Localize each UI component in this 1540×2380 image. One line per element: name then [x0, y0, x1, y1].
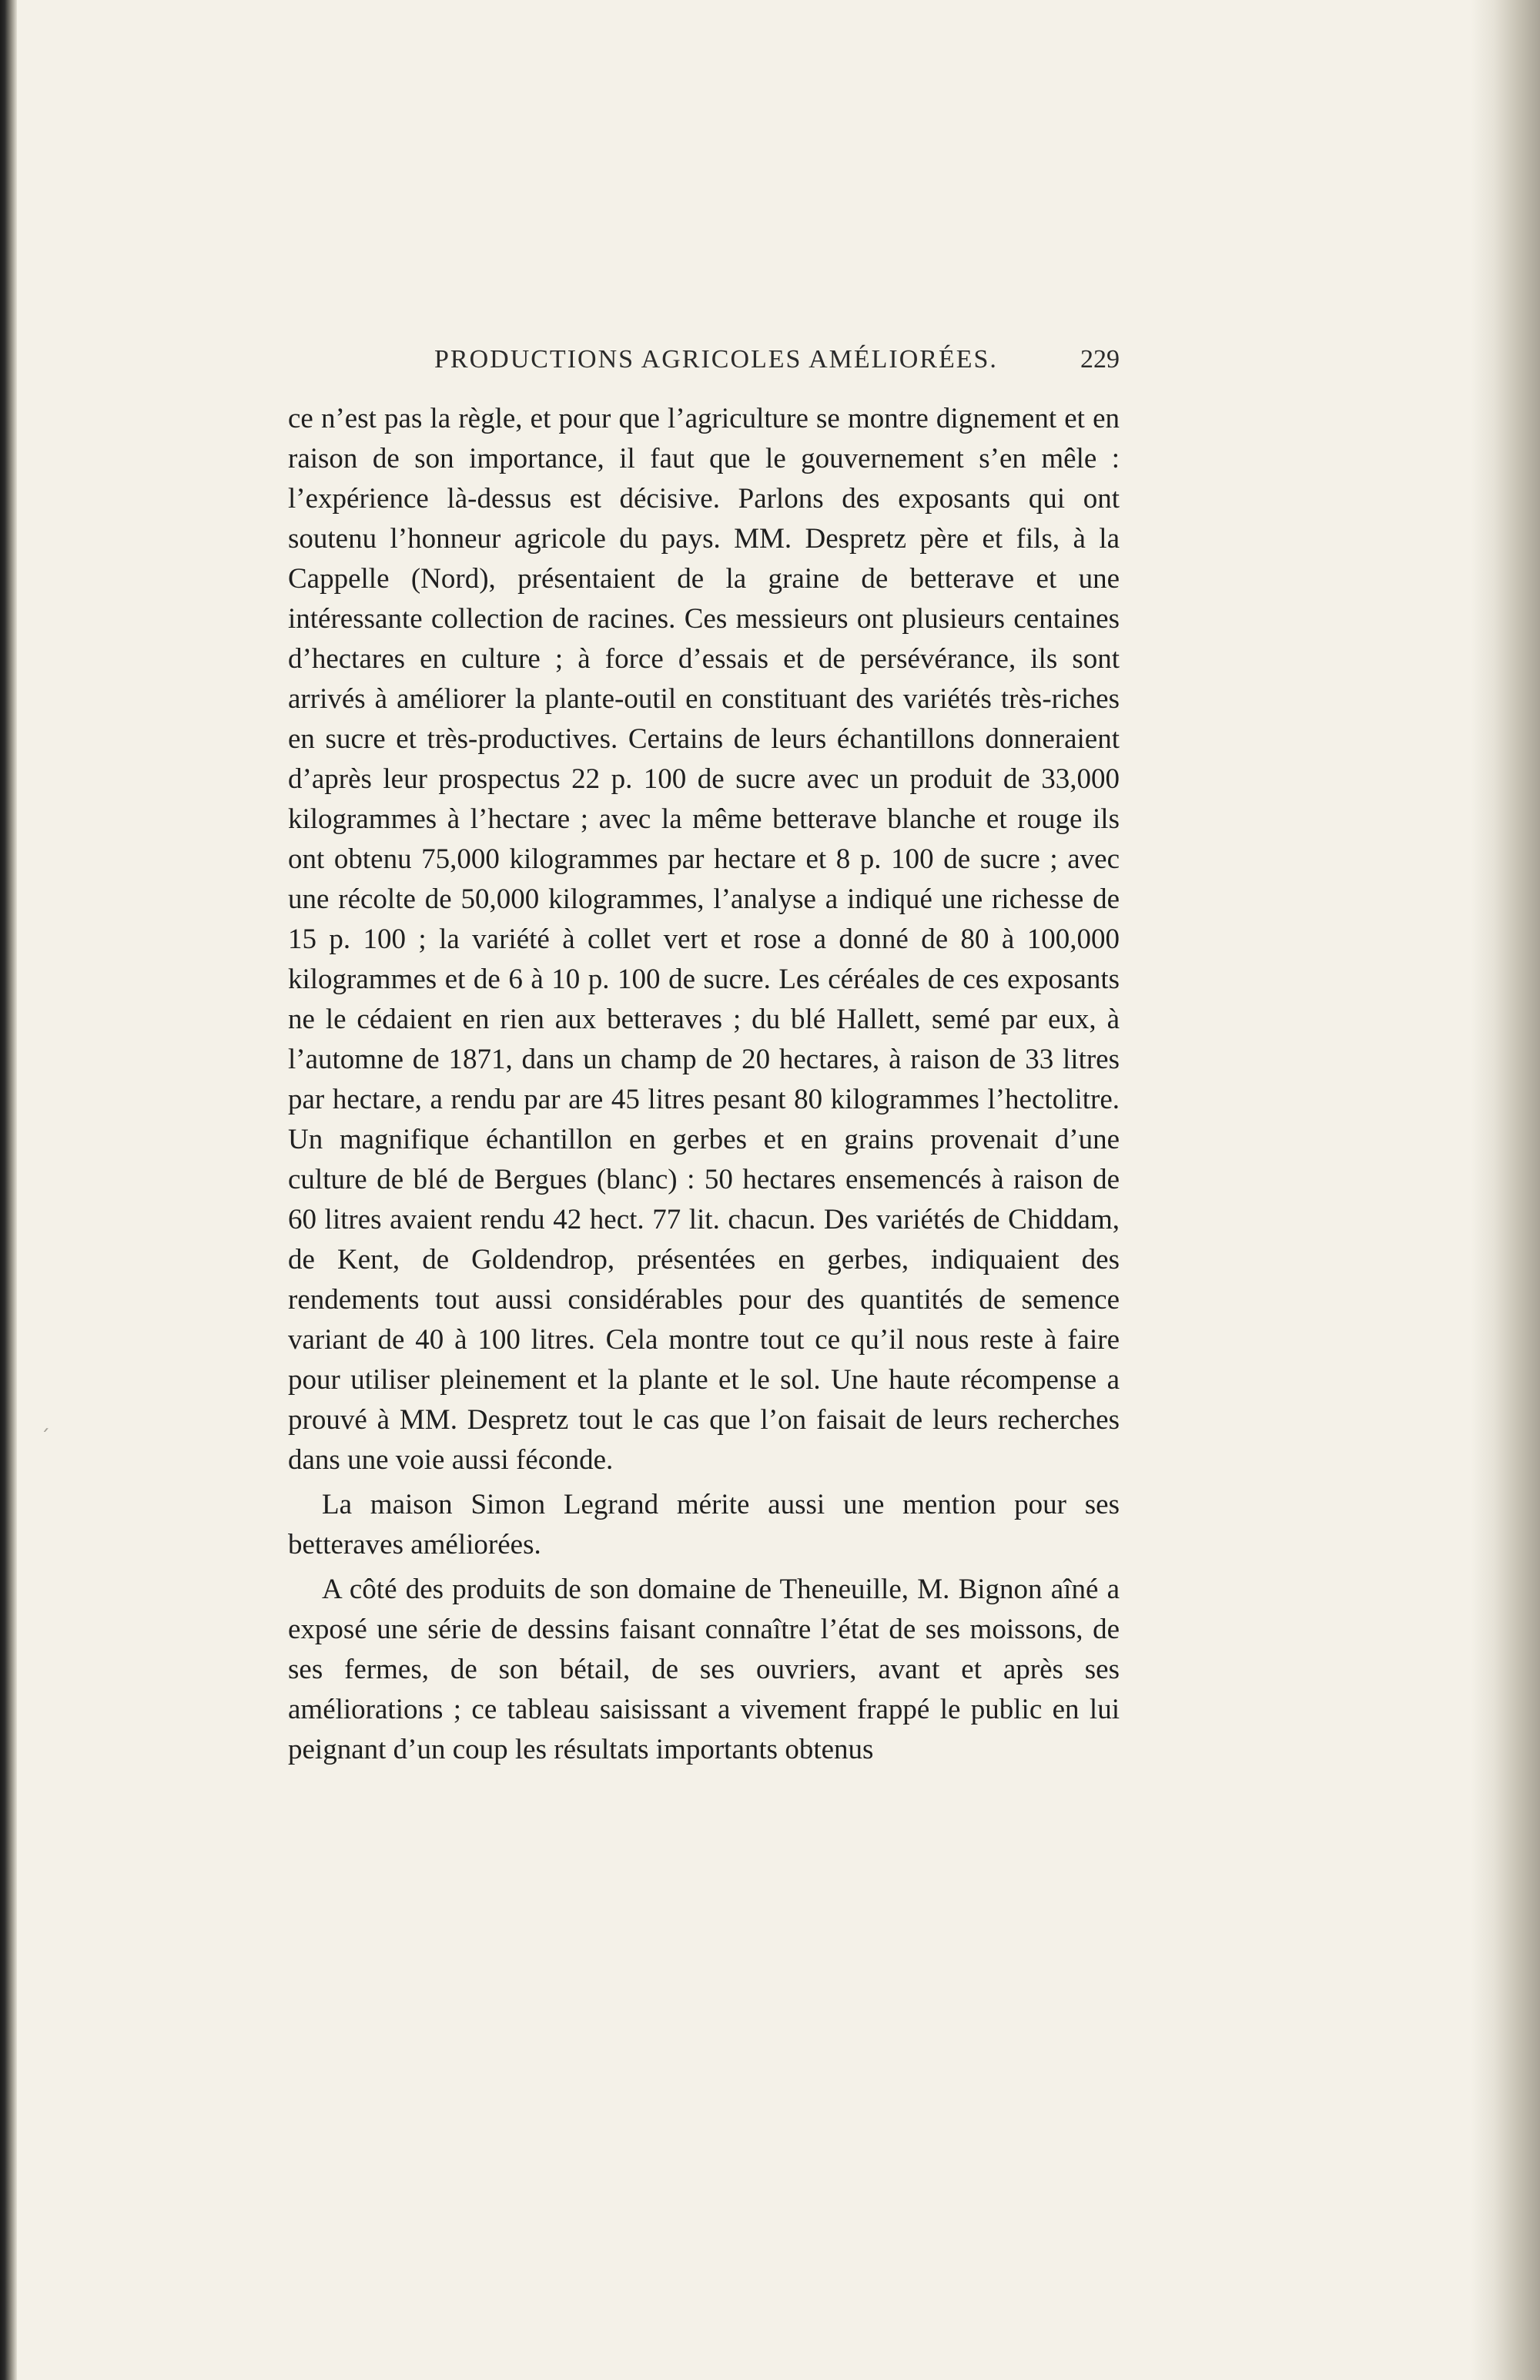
running-title: PRODUCTIONS AGRICOLES AMÉLIORÉES. [434, 345, 998, 374]
margin-smudge: ˏ [40, 1410, 50, 1433]
running-head [288, 345, 1120, 391]
scan-edge-right [1471, 0, 1540, 2380]
paragraph-simon-legrand: La maison Simon Legrand mérite aussi une mention pour ses betteraves améliorées. [288, 1489, 1120, 1560]
paragraph-continuation: ce n’est pas la règle, et pour que l’agriculture se montre dignement et en raison de son importance, il faut que le gouvernement s’en mêle : l’expérience là-dessus est décisive. Parlons des exposants qui ont soutenu l’honneur agricole du pays. MM. Despretz père et fils, à la Cappelle (Nord), présentaient de la graine de betterave et une intéressante collection de racines. Ces messieurs ont plusieurs centaines d’hectares en culture ; à force d’essais et de persévérance, ils sont arrivés à améliorer la plante-outil en constituant des variétés très-riches en sucre et très-productives. Certains de leurs échantillons donneraient d’après leur prospectus 22 p. 100 de sucre avec un produit de 33,000 kilogrammes à l’hectare ; avec la même betterave blanche et rouge ils ont obtenu 75,000 kilogrammes par hectare et 8 p. 100 de sucre ; avec une récolte de 50,000 kilogrammes, l’analyse a indiqué une richesse de 15 p. 100 ; la variété à collet vert et rose a donné de 80 à 100,000 kilogrammes et de 6 à 10 p. 100 de sucre. Les céréales de ces exposants ne le cédaient en rien aux betteraves ; du blé Hallett, semé par eux, à l’automne de 1871, dans un champ de 20 hectares, à raison de 33 litres par hectare, a rendu par are 45 litres pesant 80 kilogrammes l’hectolitre. Un magnifique échantillon en gerbes et en grains provenait d’une culture de blé de Bergues (blanc) : 50 hectares ensemencés à raison de 60 litres avaient rendu 42 hect. 77 lit. chacun. Des variétés de Chiddam, de Kent, de Goldendrop, présentées en gerbes, indiquaient des rendements tout aussi considérables pour des quantités de semence variant de 40 à 100 litres. Cela montre tout ce qu’il nous reste à faire pour utiliser pleinement et la plante et le sol. Une haute récompense a prouvé à MM. Despretz tout le cas que l’on faisait de leurs recherches dans une voie aussi féconde. [288, 403, 1120, 1476]
text-block [288, 399, 1120, 1770]
scan-edge-left [0, 0, 17, 2380]
page-number: 229 [1080, 345, 1120, 374]
paragraph-bignon: A côté des produits de son domaine de Theneuille, M. Bignon aîné a exposé une série de dessins faisant connaître l’état de ses moissons, de ses fermes, de son bétail, de ses ouvriers, avant et après ses améliorations ; ce tableau saisissant a vivement frappé le public en lui peignant d’un coup les résultats importants obtenus [288, 1574, 1120, 1765]
